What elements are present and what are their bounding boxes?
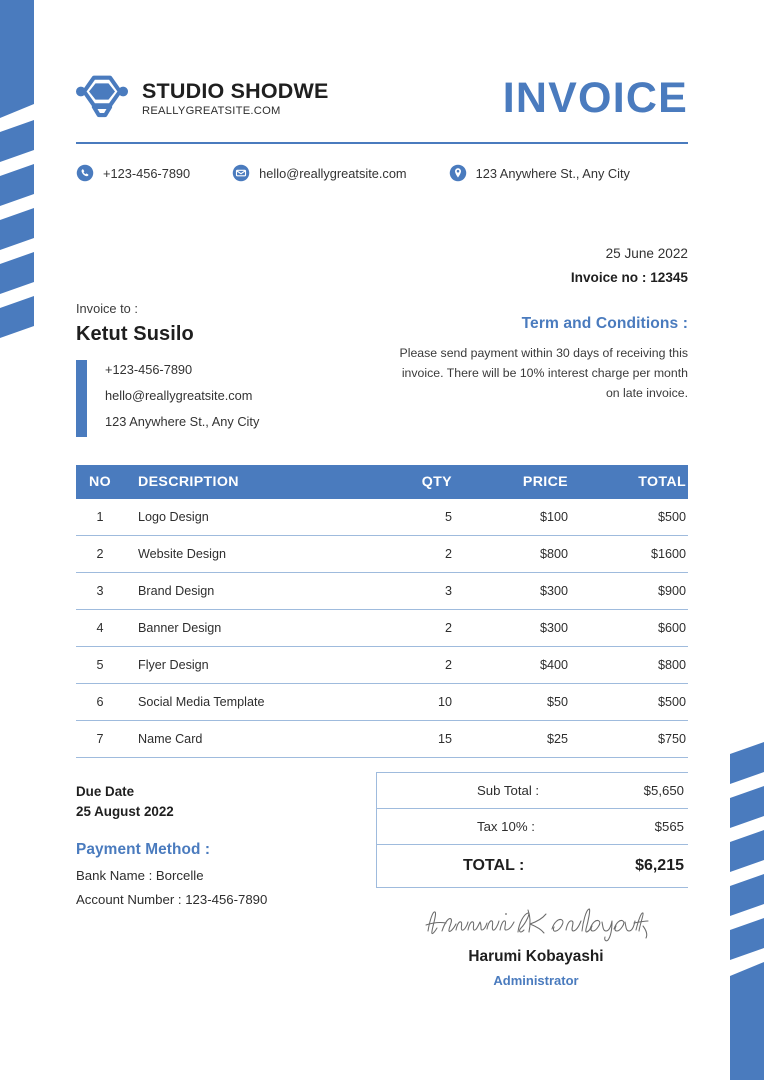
due-date-label: Due Date	[76, 784, 135, 800]
totals-label: Tax 10% :	[477, 819, 535, 835]
row-total: $500	[580, 499, 688, 536]
brand-name: STUDIO SHODWE	[142, 78, 329, 103]
hexagon-logo-icon	[76, 72, 128, 124]
table-row	[76, 499, 688, 536]
contact-phone	[76, 164, 190, 182]
page-title: INVOICE	[502, 73, 688, 122]
row-description: Flyer Design	[124, 647, 376, 684]
row-qty: 10	[376, 684, 470, 721]
table-row	[76, 573, 688, 610]
row-price: $100	[470, 499, 580, 536]
accent-bar	[76, 360, 87, 437]
totals-row	[377, 773, 688, 809]
totals-row	[377, 809, 688, 845]
invoice-number: Invoice no : 12345	[570, 270, 688, 285]
column-header-no: NO	[76, 465, 124, 499]
table-header	[76, 465, 688, 499]
signer-role: Administrator	[493, 973, 579, 988]
totals-label: TOTAL :	[463, 857, 525, 875]
payment-block	[76, 772, 376, 907]
row-description: Social Media Template	[124, 684, 376, 721]
totals-value: $5,650	[643, 783, 684, 799]
column-header-price: PRICE	[470, 465, 580, 499]
row-no: 7	[76, 721, 124, 758]
column-header-qty: QTY	[376, 465, 470, 499]
row-description: Name Card	[124, 721, 376, 758]
row-price: $800	[470, 536, 580, 573]
row-total: $500	[580, 684, 688, 721]
row-qty: 15	[376, 721, 470, 758]
row-qty: 2	[376, 647, 470, 684]
client-address: 123 Anywhere St., Any City	[105, 413, 260, 429]
phone-icon	[76, 164, 94, 182]
invoice-content	[76, 0, 688, 1080]
left-decoration	[0, 0, 60, 430]
bill-to-label: Invoice to :	[76, 301, 138, 316]
row-total: $900	[580, 573, 688, 610]
row-price: $50	[470, 684, 580, 721]
row-no: 6	[76, 684, 124, 721]
row-description: Brand Design	[124, 573, 376, 610]
row-no: 5	[76, 647, 124, 684]
contact-address-text: 123 Anywhere St., Any City	[475, 165, 630, 181]
due-date-value: 25 August 2022	[76, 804, 174, 820]
right-decoration	[704, 650, 764, 1080]
row-price: $300	[470, 610, 580, 647]
header-divider	[76, 142, 688, 144]
table-row	[76, 647, 688, 684]
bill-to-block	[76, 301, 376, 437]
account-number: Account Number : 123-456-7890	[76, 892, 268, 908]
signer-name: Harumi Kobayashi	[468, 948, 604, 965]
column-header-description: DESCRIPTION	[124, 465, 376, 499]
row-total: $600	[580, 610, 688, 647]
grand-total-row	[377, 845, 688, 887]
table-row	[76, 684, 688, 721]
totals-box	[376, 772, 688, 888]
table-row	[76, 721, 688, 758]
row-qty: 2	[376, 610, 470, 647]
brand-website: REALLYGREATSITE.COM	[142, 104, 281, 117]
contact-phone-text: +123-456-7890	[103, 165, 191, 181]
brand-block	[76, 72, 329, 124]
client-contact-list	[87, 360, 259, 437]
row-no: 4	[76, 610, 124, 647]
contact-address	[449, 164, 630, 182]
row-price: $300	[470, 573, 580, 610]
client-name: Ketut Susilo	[76, 323, 194, 345]
row-no: 2	[76, 536, 124, 573]
column-header-total: TOTAL	[580, 465, 688, 499]
summary-section	[76, 772, 688, 907]
row-qty: 5	[376, 499, 470, 536]
row-no: 1	[76, 499, 124, 536]
location-pin-icon	[449, 164, 467, 182]
brand-text	[142, 79, 329, 118]
row-no: 3	[76, 573, 124, 610]
terms-block	[390, 301, 688, 437]
payment-method-title: Payment Method :	[76, 841, 211, 859]
row-price: $25	[470, 721, 580, 758]
row-total: $800	[580, 647, 688, 684]
table-row	[76, 536, 688, 573]
terms-title: Term and Conditions :	[521, 315, 688, 332]
client-phone: +123-456-7890	[105, 362, 193, 377]
line-items-table	[76, 465, 688, 758]
handwritten-signature-icon	[420, 900, 652, 944]
row-qty: 3	[376, 573, 470, 610]
row-description: Logo Design	[124, 499, 376, 536]
contact-bar	[76, 164, 688, 182]
row-qty: 2	[376, 536, 470, 573]
bank-name: Bank Name : Borcelle	[76, 868, 204, 884]
invoice-header	[76, 0, 688, 124]
table-row	[76, 610, 688, 647]
row-total: $1600	[580, 536, 688, 573]
client-email: hello@reallygreatsite.com	[105, 387, 253, 403]
invoice-meta	[76, 246, 688, 285]
row-total: $750	[580, 721, 688, 758]
invoice-date: 25 June 2022	[605, 246, 688, 261]
row-price: $400	[470, 647, 580, 684]
contact-email-text: hello@reallygreatsite.com	[259, 165, 407, 181]
envelope-icon	[232, 164, 250, 182]
row-description: Website Design	[124, 536, 376, 573]
terms-body: Please send payment within 30 days of receiving this invoice. There will be 10% interest charge per month on late invoice.	[399, 346, 688, 400]
parties-section	[76, 301, 688, 437]
client-contact-block	[76, 360, 376, 437]
totals-value: $565	[654, 819, 684, 835]
signature-block	[386, 900, 686, 988]
table-body	[76, 499, 688, 758]
totals-value: $6,215	[635, 857, 684, 875]
totals-label: Sub Total :	[477, 783, 540, 799]
contact-email	[232, 164, 406, 182]
table-header-row	[76, 465, 688, 499]
row-description: Banner Design	[124, 610, 376, 647]
